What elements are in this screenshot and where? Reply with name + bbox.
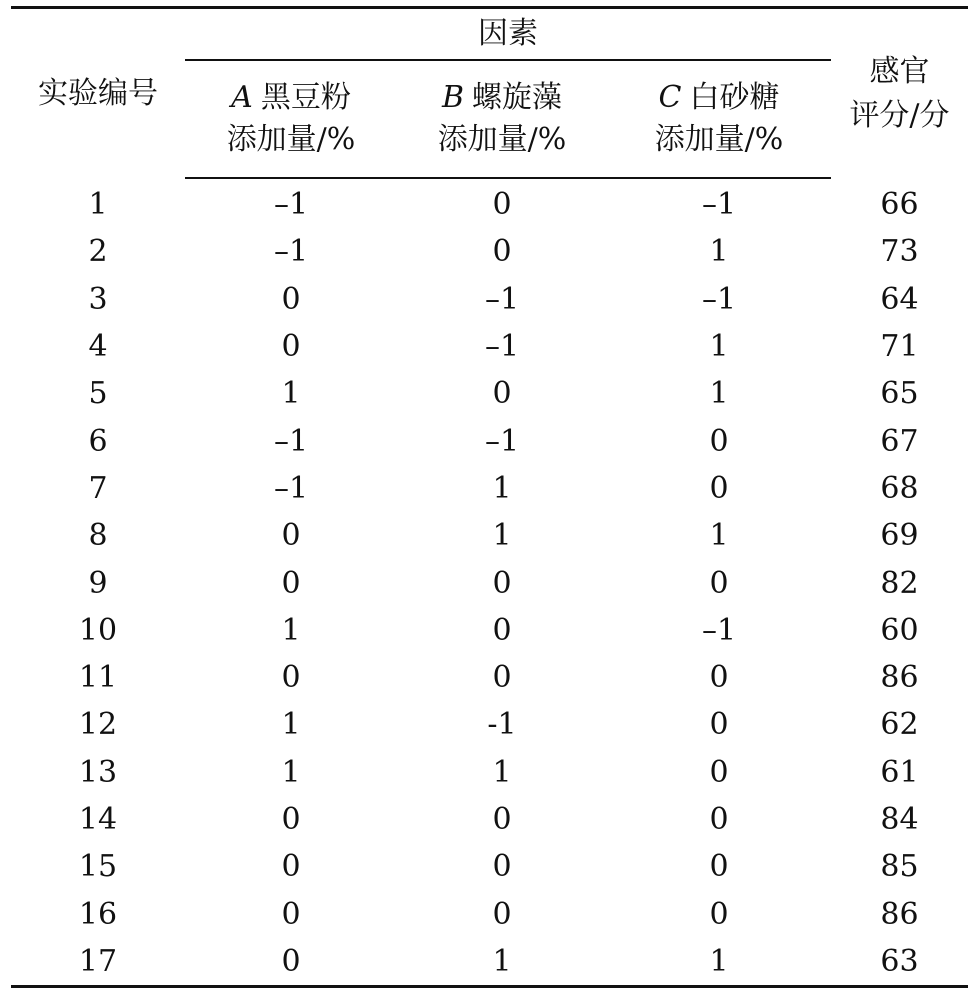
cell-factor-b: 0	[492, 802, 512, 837]
cell-factor-c: 0	[709, 707, 729, 743]
cell-factor-a: 0	[281, 896, 301, 932]
cell-factor-a: 0	[281, 329, 301, 365]
cell-factor-b: 0	[492, 612, 512, 648]
header-factor-b	[397, 60, 607, 178]
cell-sensory-score: 66	[880, 186, 919, 222]
experiment-table-container	[11, 6, 968, 988]
cell-sensory-score: 68	[880, 470, 919, 506]
table-row	[11, 417, 968, 464]
cell-factor-a: –1	[273, 423, 309, 459]
table-row	[11, 465, 968, 512]
cell-factor-b: –1	[484, 329, 520, 365]
cell-factor-b: 0	[492, 896, 512, 932]
cell-factor-b: –1	[484, 281, 520, 317]
factor-c-unit: 添加量/%	[654, 122, 784, 157]
cell-experiment-no: 2	[88, 234, 108, 270]
cell-factor-a: 1	[281, 754, 301, 790]
cell-experiment-no: 17	[11, 938, 185, 987]
cell-sensory-score: 82	[880, 565, 919, 601]
cell-experiment-no: 9	[88, 565, 108, 601]
table-row	[11, 323, 968, 370]
factor-c-variable: C	[658, 80, 682, 115]
cell-factor-a: 0	[281, 518, 301, 554]
table-row	[11, 228, 968, 275]
table-row	[11, 890, 968, 937]
cell-factor-c: –1	[701, 612, 737, 648]
header-experiment-no: 实验编号	[11, 8, 185, 179]
cell-experiment-no: 8	[88, 518, 108, 554]
cell-sensory-score: 73	[880, 234, 919, 270]
cell-sensory-score: 67	[880, 423, 919, 459]
cell-factor-b: 1	[492, 518, 512, 554]
cell-factor-c: 0	[709, 470, 729, 506]
cell-factor-c: 0	[709, 849, 729, 885]
table-row	[11, 701, 968, 748]
table-row	[11, 749, 968, 796]
cell-factor-b: 1	[492, 754, 512, 790]
factor-a-variable: A	[231, 80, 253, 115]
cell-factor-c: 0	[709, 896, 729, 932]
cell-sensory-score: 61	[880, 754, 919, 790]
cell-factor-b: -1	[487, 707, 517, 743]
cell-factor-c: 0	[709, 802, 729, 837]
cell-factor-c: 0	[709, 565, 729, 601]
table-row	[11, 370, 968, 417]
header-sensory-score	[831, 8, 968, 179]
cell-factor-a: 0	[185, 938, 397, 987]
cell-experiment-no: 11	[78, 660, 118, 696]
cell-factor-b: 0	[492, 187, 512, 223]
cell-factor-c: 1	[607, 938, 831, 987]
cell-factor-a: 0	[281, 849, 301, 885]
factor-b-unit: 添加量/%	[437, 122, 567, 157]
cell-experiment-no: 14	[78, 802, 118, 837]
cell-factor-a: 0	[281, 660, 301, 696]
cell-factor-b: 0	[492, 849, 512, 885]
cell-factor-a: 0	[281, 281, 301, 317]
cell-factor-c: –1	[701, 281, 737, 317]
cell-sensory-score: 64	[880, 281, 919, 317]
factor-b-variable: B	[441, 80, 465, 115]
factor-a-unit: 添加量/%	[226, 122, 356, 157]
cell-factor-c: 1	[709, 376, 729, 412]
cell-factor-a: –1	[273, 234, 309, 270]
header-factor-group: 因素	[185, 8, 831, 61]
table-row	[11, 607, 968, 654]
cell-factor-c: 1	[709, 518, 729, 554]
cell-experiment-no: 6	[88, 423, 108, 459]
cell-experiment-no: 5	[88, 376, 108, 412]
cell-factor-b: –1	[484, 423, 520, 459]
cell-factor-b: 1	[397, 938, 607, 987]
cell-experiment-no: 15	[78, 849, 118, 885]
cell-sensory-score: 63	[831, 938, 968, 987]
cell-factor-b: 0	[492, 565, 512, 601]
header-factor-c	[607, 60, 831, 178]
table-row	[11, 276, 968, 323]
cell-factor-a: 0	[281, 802, 301, 837]
cell-sensory-score: 86	[880, 660, 919, 696]
cell-factor-c: 0	[709, 423, 729, 459]
cell-sensory-score: 85	[880, 849, 919, 885]
cell-factor-a: 0	[281, 565, 301, 601]
cell-sensory-score: 71	[880, 329, 919, 365]
cell-factor-c: 1	[709, 234, 729, 270]
cell-factor-a: –1	[273, 470, 309, 506]
cell-sensory-score: 84	[880, 802, 919, 837]
table-header	[11, 8, 968, 179]
table-row	[11, 654, 968, 701]
cell-factor-b: 0	[492, 234, 512, 270]
table-row	[11, 843, 968, 890]
cell-factor-c: –1	[701, 187, 737, 223]
cell-factor-b: 1	[492, 470, 512, 506]
cell-experiment-no: 16	[78, 896, 118, 932]
factor-b-name: 螺旋藻	[472, 80, 563, 115]
cell-sensory-score: 69	[880, 518, 919, 554]
cell-factor-a: 1	[281, 376, 301, 412]
header-score-line2: 评分/分	[849, 97, 950, 133]
cell-factor-c: 0	[709, 660, 729, 696]
factor-a-name: 黑豆粉	[260, 80, 351, 115]
cell-experiment-no: 13	[78, 754, 118, 790]
cell-experiment-no: 12	[78, 707, 118, 743]
header-score-line1: 感官	[869, 53, 930, 89]
table-row	[11, 178, 968, 228]
experiment-design-table	[11, 6, 968, 988]
cell-factor-a: 1	[281, 612, 301, 648]
cell-experiment-no: 7	[88, 470, 108, 506]
cell-factor-a: 1	[281, 707, 301, 743]
table-row	[11, 938, 968, 987]
cell-sensory-score: 62	[880, 707, 919, 743]
table-row	[11, 512, 968, 559]
cell-factor-c: 0	[709, 754, 729, 790]
cell-experiment-no: 1	[88, 186, 108, 222]
cell-experiment-no: 10	[78, 612, 118, 648]
cell-sensory-score: 65	[880, 376, 919, 412]
table-body	[11, 178, 968, 987]
header-factor-a	[185, 60, 397, 178]
cell-factor-c: 1	[709, 329, 729, 365]
cell-sensory-score: 86	[880, 896, 919, 932]
cell-experiment-no: 3	[88, 281, 108, 317]
cell-factor-a: –1	[273, 187, 309, 223]
cell-sensory-score: 60	[880, 612, 919, 648]
cell-factor-b: 0	[492, 660, 512, 696]
cell-experiment-no: 4	[88, 329, 108, 365]
factor-c-name: 白砂糖	[689, 80, 780, 115]
cell-factor-b: 0	[492, 376, 512, 412]
table-row	[11, 796, 968, 843]
table-row	[11, 559, 968, 606]
